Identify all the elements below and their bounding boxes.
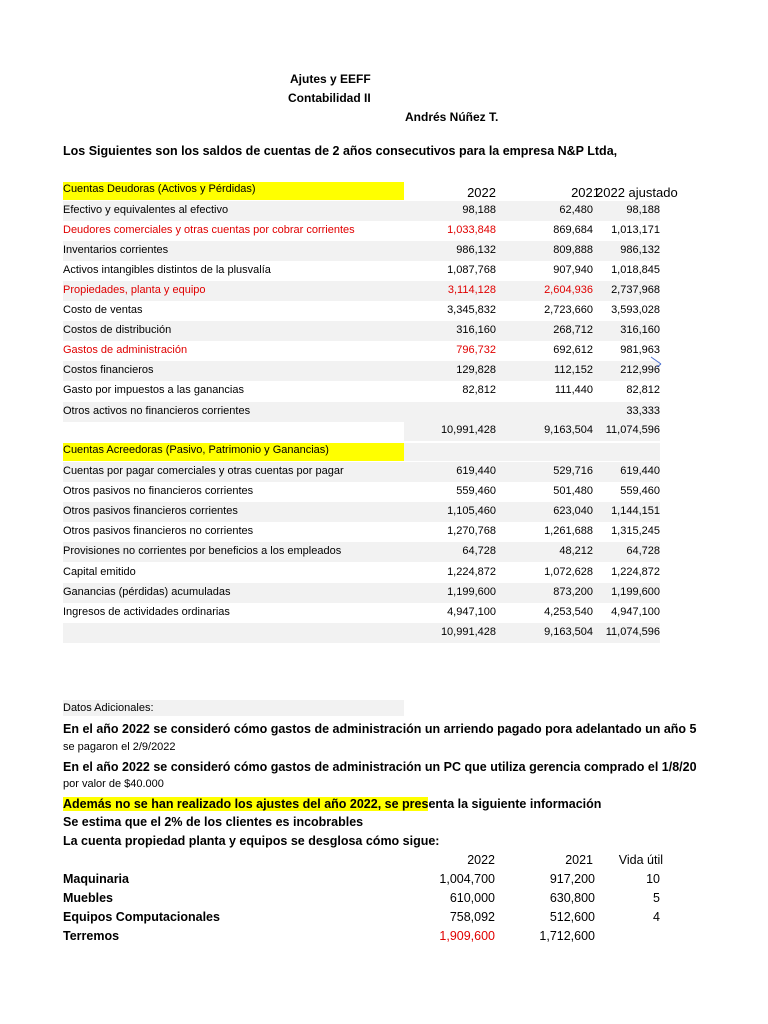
table-row <box>63 301 660 321</box>
credit-total-2021: 9,163,504 <box>544 626 593 638</box>
credit-total-adj: 11,074,596 <box>605 626 660 638</box>
value-2022: 1,224,872 <box>447 565 496 578</box>
row-label: Gastos de administración <box>63 344 188 357</box>
debit-total-adj: 11,074,596 <box>605 424 660 436</box>
table-row <box>63 241 660 261</box>
table-row <box>63 482 660 502</box>
value-2021: 623,040 <box>553 505 593 518</box>
debit-header-row <box>63 180 678 202</box>
ppe-value-2021: 1,712,600 <box>539 929 595 943</box>
value-adjusted: 619,440 <box>620 465 660 477</box>
row-label: Costo de ventas <box>63 304 143 316</box>
value-2022: 316,160 <box>456 324 496 337</box>
value-2022: 64,728 <box>462 545 496 558</box>
value-2022: 98,188 <box>462 203 496 216</box>
value-2021: 809,888 <box>553 243 593 256</box>
row-label: Costos financieros <box>63 364 154 377</box>
value-2022: 1,270,768 <box>447 525 496 538</box>
value-2021: 1,261,688 <box>544 525 593 538</box>
value-2022: 1,087,768 <box>447 263 496 276</box>
value-2021: 268,712 <box>553 324 593 337</box>
ppe-col-2021: 2021 <box>565 853 593 867</box>
col-2022-header: 2022 <box>467 185 496 200</box>
note-adjustments-rest: enta la siguiente información <box>428 797 602 811</box>
table-row <box>63 321 660 341</box>
intro-text: Los Siguientes son los saldos de cuentas de 2 años consecutivos para la empresa N&P Ltda, <box>63 144 618 158</box>
value-2022: 3,114,128 <box>447 283 496 296</box>
ppe-value-2022: 1,004,700 <box>439 872 495 886</box>
row-label: Ingresos de actividades ordinarias <box>63 605 230 618</box>
value-2021: 529,716 <box>553 465 593 477</box>
value-adjusted: 2,737,968 <box>611 283 660 296</box>
value-2021: 873,200 <box>553 585 593 598</box>
value-2021: 1,072,628 <box>544 565 593 578</box>
ppe-useful-life: 4 <box>653 910 660 924</box>
table-row <box>63 361 660 381</box>
note-ppe-intro: La cuenta propiedad planta y equipos se desglosa cómo sigue: <box>63 834 440 848</box>
value-adjusted: 1,013,171 <box>611 223 660 236</box>
ppe-label: Equipos Computacionales <box>63 910 220 924</box>
debit-total-2022: 10,991,428 <box>440 424 496 436</box>
value-2021: 869,684 <box>553 223 593 236</box>
value-adjusted: 986,132 <box>620 243 660 256</box>
table-row <box>63 261 660 281</box>
value-2021: 907,940 <box>553 263 593 276</box>
debit-section-title: Cuentas Deudoras (Activos y Pérdidas) <box>63 183 256 195</box>
ppe-value-2022: 758,092 <box>449 910 495 924</box>
table-row <box>63 502 660 522</box>
note-rent: En el año 2022 se consideró cómo gastos de administración un arriendo pagado pora adelantado un año 5 <box>63 722 697 736</box>
table-row <box>63 542 660 562</box>
ppe-value-2021: 512,600 <box>549 910 595 924</box>
additional-title: Datos Adicionales: <box>63 702 154 714</box>
value-2021: 111,440 <box>554 384 593 397</box>
credit-total-2022: 10,991,428 <box>440 626 496 638</box>
value-2021: 48,212 <box>559 545 593 558</box>
value-2022: 619,440 <box>456 465 496 477</box>
table-row <box>63 341 660 361</box>
note-pc: En el año 2022 se consideró cómo gastos de administración un PC que utiliza gerencia comprado el 1/8/20 <box>63 760 697 774</box>
row-label: Otros pasivos financieros no corrientes <box>63 525 254 538</box>
value-2022: 559,460 <box>456 485 496 498</box>
ppe-value-2021: 917,200 <box>549 872 595 886</box>
ppe-value-2021: 630,800 <box>549 891 595 905</box>
value-adjusted: 981,963 <box>620 344 660 357</box>
table-row <box>63 522 660 542</box>
ppe-row <box>63 928 663 946</box>
value-adjusted: 98,188 <box>626 203 660 216</box>
row-label: Deudores comerciales y otras cuentas por cobrar corrientes <box>63 223 355 236</box>
value-2021: 501,480 <box>553 485 593 498</box>
value-2021: 692,612 <box>553 344 593 357</box>
table-row <box>63 381 660 401</box>
row-label: Costos de distribución <box>63 324 172 337</box>
table-row <box>63 583 660 603</box>
table-row <box>63 281 660 301</box>
value-adjusted: 1,144,151 <box>611 505 660 518</box>
credit-header-row <box>63 441 660 461</box>
col-adjusted-header: 2022 ajustado <box>596 185 678 200</box>
value-adjusted: 559,460 <box>620 485 660 498</box>
value-2022: 3,345,832 <box>447 304 496 316</box>
value-2022: 1,033,848 <box>447 223 496 236</box>
note-rent-sub: se pagaron el 2/9/2022 <box>63 741 176 753</box>
note-adjustments <box>63 797 601 811</box>
course-title: Contabilidad II <box>288 91 371 105</box>
value-adjusted: 1,224,872 <box>611 565 660 578</box>
value-2021: 62,480 <box>559 203 593 216</box>
value-adjusted: 1,199,600 <box>611 585 660 598</box>
note-adjustments-highlight: Además no se han realizado los ajustes del año 2022, se pres <box>63 797 429 811</box>
row-label: Efectivo y equivalentes al efectivo <box>63 203 229 216</box>
ppe-value-2022: 610,000 <box>449 891 495 905</box>
ppe-useful-life: 10 <box>646 872 660 886</box>
value-adjusted: 33,333 <box>626 404 660 417</box>
value-2022: 1,105,460 <box>447 505 496 518</box>
ppe-label: Maquinaria <box>63 872 129 886</box>
ppe-row <box>63 909 663 927</box>
value-2022: 986,132 <box>456 243 496 256</box>
row-label: Ganancias (pérdidas) acumuladas <box>63 585 231 598</box>
table-row <box>63 563 660 583</box>
row-label: Otros pasivos financieros corrientes <box>63 505 238 518</box>
value-2022: 82,812 <box>462 384 496 397</box>
table-row <box>63 201 660 221</box>
row-label: Propiedades, planta y equipo <box>63 283 206 296</box>
table-row <box>63 221 660 241</box>
debit-total-2021: 9,163,504 <box>544 424 593 436</box>
value-adjusted: 212,996 <box>620 364 660 377</box>
value-adjusted: 64,728 <box>626 545 660 558</box>
row-label: Inventarios corrientes <box>63 243 169 256</box>
value-2021: 112,152 <box>554 364 593 377</box>
author-name: Andrés Núñez T. <box>405 110 499 124</box>
table-row <box>63 462 660 482</box>
ppe-col-life: Vida útil <box>618 853 663 867</box>
value-adjusted: 1,315,245 <box>611 525 660 538</box>
value-adjusted: 316,160 <box>620 324 660 337</box>
row-label: Capital emitido <box>63 565 136 578</box>
ppe-label: Terremos <box>63 929 120 943</box>
ppe-value-2022: 1,909,600 <box>439 929 495 943</box>
value-adjusted: 3,593,028 <box>611 304 660 316</box>
debit-total-row <box>63 421 660 441</box>
ppe-row <box>63 871 663 889</box>
ppe-label: Muebles <box>63 891 114 905</box>
value-2021: 4,253,540 <box>544 605 593 618</box>
ppe-col-2022: 2022 <box>467 853 495 867</box>
row-label: Gasto por impuestos a las ganancias <box>63 384 244 397</box>
value-adjusted: 82,812 <box>626 384 660 397</box>
ppe-useful-life: 5 <box>653 891 660 905</box>
value-2021: 2,604,936 <box>544 283 593 296</box>
value-adjusted: 4,947,100 <box>611 605 660 618</box>
value-adjusted: 1,018,845 <box>611 263 660 276</box>
table-row <box>63 402 660 422</box>
cell-arrow-icon <box>650 356 662 368</box>
row-label: Activos intangibles distintos de la plusvalía <box>63 263 271 276</box>
credit-section-title: Cuentas Acreedoras (Pasivo, Patrimonio y Ganancias) <box>63 444 329 456</box>
note-pc-sub: por valor de $40.000 <box>63 778 164 790</box>
doc-title: Ajutes y EEFF <box>290 72 371 86</box>
table-row <box>63 603 660 623</box>
value-2022: 796,732 <box>456 344 496 357</box>
credit-total-row <box>63 623 660 643</box>
row-label: Otros activos no financieros corrientes <box>63 404 251 417</box>
row-label: Cuentas por pagar comerciales y otras cuentas por pagar <box>63 465 344 477</box>
note-bad-debt: Se estima que el 2% de los clientes es incobrables <box>63 815 364 829</box>
row-label: Otros pasivos no financieros corrientes <box>63 485 254 498</box>
value-2022: 129,828 <box>456 364 496 377</box>
col-2021-header: 2021 <box>571 185 600 200</box>
ppe-header-row <box>63 852 663 870</box>
row-label: Provisiones no corrientes por beneficios a los empleados <box>63 545 342 558</box>
value-2022: 4,947,100 <box>447 605 496 618</box>
value-2022: 1,199,600 <box>447 585 496 598</box>
value-2021: 2,723,660 <box>544 304 593 316</box>
ppe-row <box>63 890 663 908</box>
